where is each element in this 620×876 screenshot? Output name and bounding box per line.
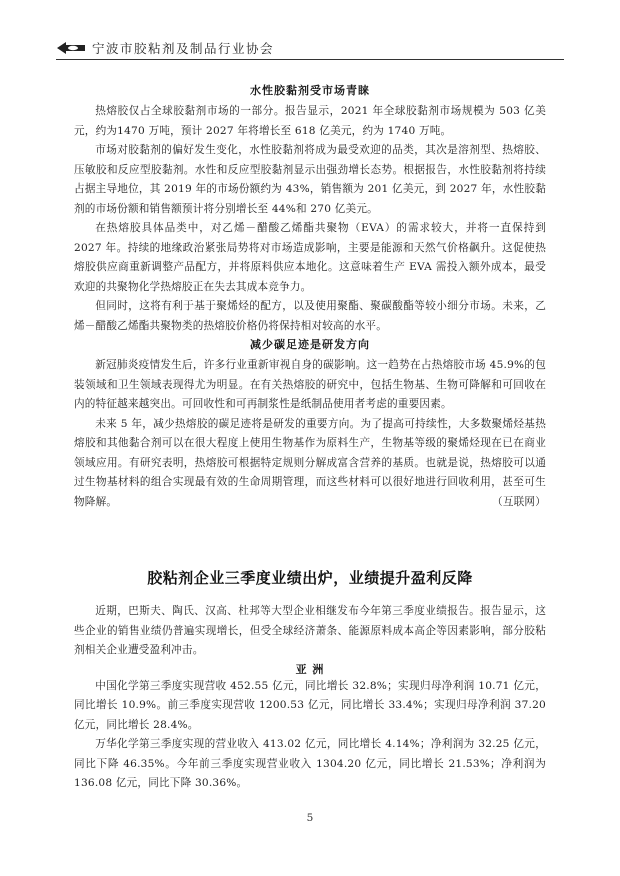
paragraph: 未来 5 年，减少热熔胶的碳足迹将是研发的重要方向。为了提高可持续性，大多数聚烯烃基热熔胶和其他黏合剂可以在很大程度上使用生物基作为原料生产，生物基等级的聚烯烃现在已在商业领域应用。有研究表明，热熔胶可根据特定规则分解成富含营养的基质。也就是说，热熔胶可以通过生物基材料的组合实现最有效的生命周期管理，而这些材料可以很好地进行回收利用，甚至可生物降解。 <box>74 417 546 508</box>
paragraph: 近期，巴斯夫、陶氏、汉高、杜邦等大型企业相继发布今年第三季度业绩报告。报告显示，这些企业的销售业绩仍普遍实现增长，但受全球经济萧条、能源原料成本高企等因素影响，部分胶粘剂相关企业遭受盈利冲击。 <box>74 605 546 656</box>
paragraph: 热熔胶仅占全球胶黏剂市场的一部分。报告显示，2021 年全球胶黏剂市场规模为 503 亿美元，约为1470 万吨，预计 2027 年将增长至 618 亿美元，约为 1740 万吨。 <box>74 105 546 137</box>
article-title: 水性胶黏剂受市场青睐 <box>250 84 370 97</box>
paragraph: 在热熔胶具体品类中，对乙烯－醋酸乙烯酯共聚物（EVA）的需求较大，并将一直保持到 2027 年。持续的地缘政治紧张局势将对市场造成影响，主要是能源和天然气价格飙升。这促使热熔胶供应商重新调整产品配方，并将原料供应本地化。这意味着生产 EVA 需投入额外成本，最受欢迎的共聚物化学热熔胶正在失去其成本竞争力。 <box>74 222 546 293</box>
headline: 胶粘剂企业三季度业绩出炉，业绩提升盈利反降 <box>147 569 473 587</box>
header-divider <box>56 59 564 60</box>
organization-name: 宁波市胶粘剂及制品行业协会 <box>92 41 275 56</box>
article-title: 减少碳足迹是研发方向 <box>250 338 370 351</box>
article-section-3 <box>74 602 546 794</box>
region-subheading: 亚 洲 <box>295 662 325 676</box>
source-note: （互联网） <box>492 495 546 508</box>
page-number: 5 <box>306 812 314 824</box>
article-section-1 <box>74 72 546 512</box>
page-header <box>56 38 564 58</box>
paragraph: 中国化学第三季度实现营收 452.55 亿元，同比增长 32.8%；实现归母净利润 10.71 亿元，同比增长 10.9%。前三季度实现营收 1200.53 亿元，同比增长 33.4%；实现归母净利润 37.20 亿元，同比增长 28.4%。 <box>74 679 546 731</box>
paragraph: 但同时，这将有利于基于聚烯烃的配方，以及使用聚酯、聚碳酸酯等较小细分市场。未来，乙烯－醋酸乙烯酯共聚物类的热熔胶价格仍将保持相对较高的水平。 <box>74 300 546 332</box>
paragraph: 新冠肺炎疫情发生后，许多行业重新审视自身的碳影响。这一趋势在占热熔胶市场 45.9%的包装领域和卫生领域表现得尤为明显。在有关热熔胶的研究中，包括生物基、生物可降解和可回收在内的特征越来越突出。可回收性和可再制浆性是纸制品使用者考虑的重要因素。 <box>74 359 546 410</box>
paragraph: 市场对胶黏剂的偏好发生变化，水性胶黏剂将成为最受欢迎的品类，其次是溶剂型、热熔胶、压敏胶和反应型胶黏剂。水性和反应型胶黏剂显示出强劲增长态势。根据报告，水性胶黏剂将持续占据主导地位，其 2019 年的市场份额约为 43%，销售额为 201 亿美元，到 2027 年，水性胶黏剂的市场份额和销售额预计将分别增长至 44%和 270 亿美元。 <box>74 144 546 215</box>
association-logo-icon <box>56 41 86 55</box>
paragraph: 万华化学第三季度实现的营业收入 413.02 亿元，同比增长 4.14%；净利润为 32.25 亿元，同比下降 46.35%。今年前三季度实现营业收入 1304.20 亿元，同比增长 21.53%；净利润为 136.08 亿元，同比下降 30.36%。 <box>74 738 546 789</box>
